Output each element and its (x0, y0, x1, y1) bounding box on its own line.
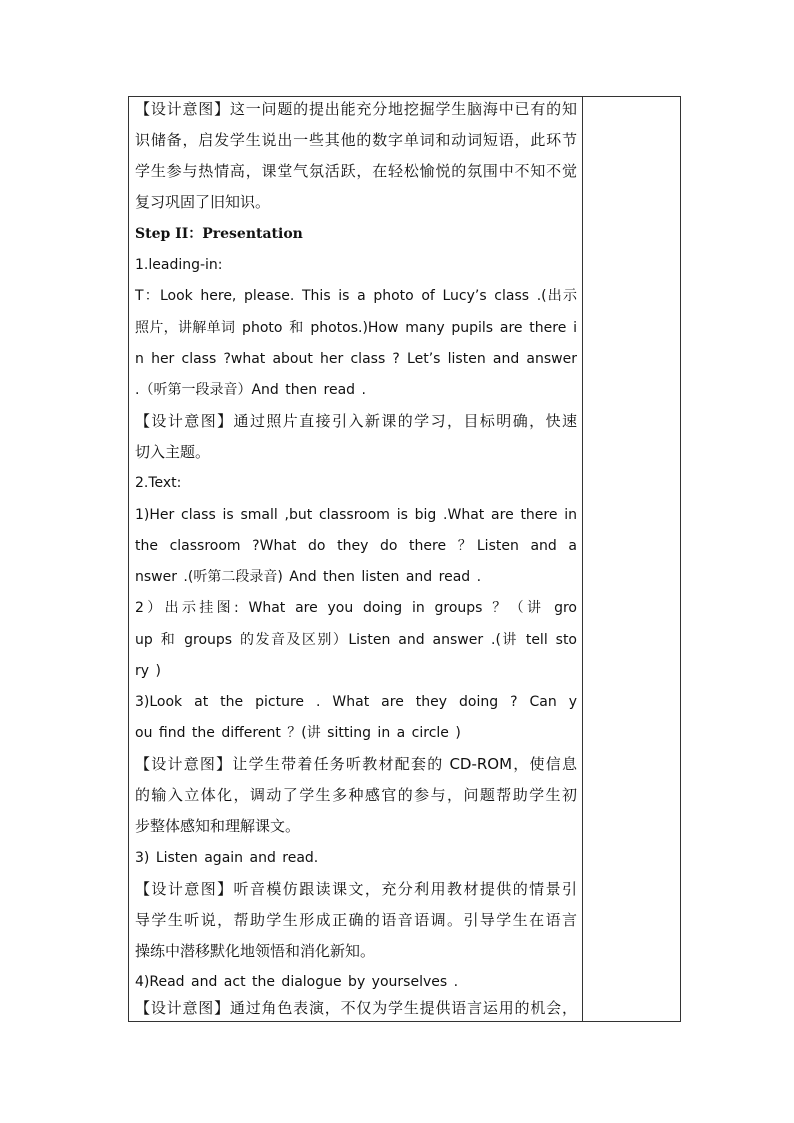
text-line: 1.leading-in: (135, 257, 223, 273)
text-line: ry ) (135, 663, 161, 679)
text-line: 照片，讲解单词 photo 和 photos.)How many pupils are there i (135, 320, 577, 336)
text-line: 切入主题。 (135, 443, 211, 461)
text-line: up 和 groups 的发音及区别）Listen and answer .(讲 tell sto (135, 632, 577, 648)
step-heading: Step II：Presentation (135, 226, 303, 242)
text-line: .（听第一段录音）And then read . (135, 382, 366, 398)
text-line: 【设计意图】通过角色表演，不仅为学生提供语言运用的机会， (135, 999, 577, 1017)
text-line: 2）出示挂图: What are you doing in groups ？（讲 gro (135, 600, 577, 616)
text-line: 的输入立体化，调动了学生多种感官的参与，问题帮助学生初 (135, 786, 577, 804)
text-line: 操练中潜移默化地领悟和消化新知。 (135, 942, 376, 960)
table-column-divider (582, 96, 583, 1022)
text-line: 【设计意图】通过照片直接引入新课的学习，目标明确，快速 (135, 412, 577, 430)
text-line: 【设计意图】这一问题的提出能充分地挖掘学生脑海中已有的知 (135, 100, 577, 118)
text-line: the classroom ?What do they do there ？Listen and a (135, 538, 577, 554)
text-line: 3) Listen again and read. (135, 850, 319, 866)
text-line: 1)Her class is small ,but classroom is big .What are there in (135, 507, 577, 523)
text-line: n her class ?what about her class ? Let’s listen and answer (135, 351, 577, 367)
text-line: 3)Look at the picture . What are they doing ? Can y (135, 694, 577, 710)
text-line: 【设计意图】让学生带着任务听教材配套的 CD-ROM，使信息 (135, 755, 577, 773)
text-line: 复习巩固了旧知识。 (135, 193, 271, 211)
text-line: 【设计意图】听音模仿跟读课文，充分利用教材提供的情景引 (135, 880, 577, 898)
text-line: 学生参与热情高，课堂气氛活跃，在轻松愉悦的氛围中不知不觉 (135, 162, 577, 180)
text-line: 4)Read and act the dialogue by yourselves . (135, 974, 459, 990)
text-line: 导学生听说，帮助学生形成正确的语音语调。引导学生在语言 (135, 911, 577, 929)
text-line: T：Look here, please. This is a photo of Lucy’s class .(出示 (135, 288, 577, 304)
text-line: nswer .(听第二段录音) And then listen and read . (135, 569, 482, 585)
text-line: ou find the different ？(讲 sitting in a circle ) (135, 725, 461, 741)
text-line: 识储备，启发学生说出一些其他的数字单词和动词短语，此环节 (135, 131, 577, 149)
text-line: 2.Text: (135, 475, 182, 491)
text-line: 步整体感知和理解课文。 (135, 817, 301, 835)
